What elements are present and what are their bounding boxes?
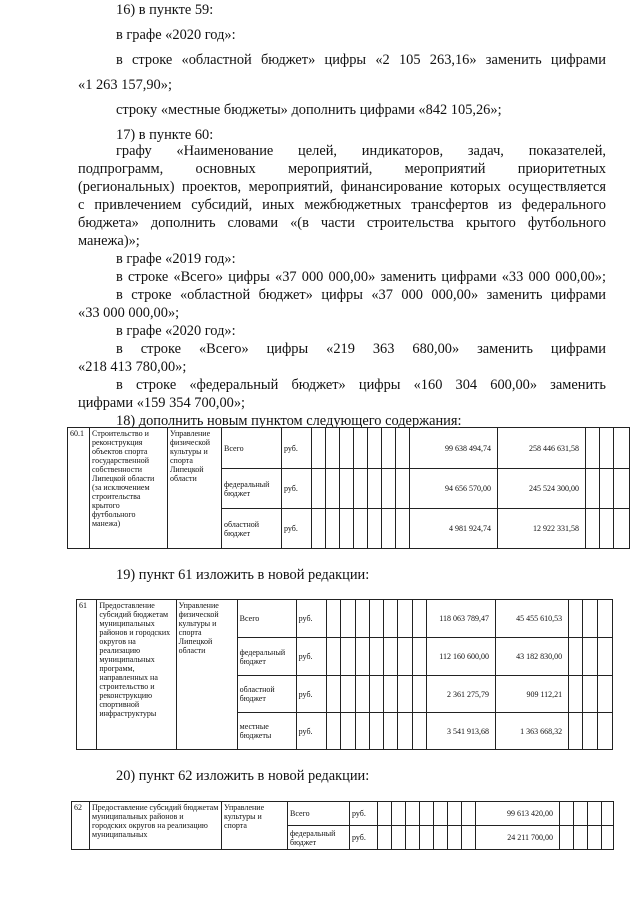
empty-cell [586, 428, 600, 469]
empty-cell [327, 600, 341, 638]
empty-cell [384, 638, 398, 676]
amount-cell: 245 524 300,00 [498, 469, 586, 509]
empty-cell [382, 509, 396, 549]
unit: руб. [296, 600, 327, 638]
empty-cell [602, 826, 614, 850]
table-item-62 [71, 801, 614, 850]
empty-cell [326, 469, 340, 509]
empty-cell [614, 428, 630, 469]
amount-cell: 909 112,21 [495, 676, 568, 713]
empty-cell [597, 638, 612, 676]
empty-cell [312, 469, 326, 509]
item-20-heading: 20) пункт 62 изложить в новой редакции: [116, 768, 370, 784]
empty-cell [341, 676, 355, 713]
empty-cell [434, 802, 448, 826]
empty-cell [574, 826, 588, 850]
measure-name: Предоставление субсидий бюджетам муниципальных районов и городских округов на реализацию муниципальных [90, 802, 222, 850]
text-line: цифрами «159 354 700,00»; [78, 395, 246, 411]
amount-cell: 99 613 420,00 [476, 802, 560, 826]
text-line: в графе «2020 год»: [116, 27, 236, 43]
empty-cell [384, 713, 398, 750]
text-line: бюджета» дополнить словами «(в части строительства крытого футбольного [78, 215, 606, 231]
empty-cell [354, 469, 368, 509]
empty-cell [312, 509, 326, 549]
item-18-heading: 18) дополнить новым пунктом следующего содержания: [116, 413, 462, 429]
empty-cell [384, 600, 398, 638]
table-item-60-1 [67, 427, 630, 549]
empty-cell [378, 826, 392, 850]
empty-cell [583, 676, 597, 713]
empty-cell [406, 802, 420, 826]
empty-cell [583, 600, 597, 638]
empty-cell [406, 826, 420, 850]
empty-cell [369, 600, 383, 638]
empty-cell [434, 826, 448, 850]
empty-cell [355, 638, 369, 676]
empty-cell [588, 826, 602, 850]
item-19-heading: 19) пункт 61 изложить в новой редакции: [116, 567, 370, 583]
funding-source: областной бюджет [237, 676, 296, 713]
empty-cell [569, 638, 583, 676]
empty-cell [396, 428, 410, 469]
empty-cell [368, 509, 382, 549]
empty-cell [368, 469, 382, 509]
empty-cell [369, 676, 383, 713]
empty-cell [412, 638, 426, 676]
text-line: «218 413 780,00»; [78, 359, 187, 375]
empty-cell [326, 509, 340, 549]
amount-cell: 43 182 830,00 [495, 638, 568, 676]
empty-cell [382, 428, 396, 469]
empty-cell [583, 713, 597, 750]
empty-cell [398, 676, 412, 713]
empty-cell [398, 600, 412, 638]
amount-cell: 2 361 275,79 [426, 676, 495, 713]
empty-cell [312, 428, 326, 469]
amount-cell: 4 981 924,74 [410, 509, 498, 549]
empty-cell [574, 802, 588, 826]
empty-cell [597, 600, 612, 638]
empty-cell [412, 676, 426, 713]
funding-source: Всего [222, 428, 282, 469]
executor-name: Управление культуры и спорта [222, 802, 288, 850]
empty-cell [583, 638, 597, 676]
unit: руб. [296, 638, 327, 676]
amount-cell: 258 446 631,58 [498, 428, 586, 469]
empty-cell [448, 802, 462, 826]
amount-cell: 99 638 494,74 [410, 428, 498, 469]
empty-cell [392, 802, 406, 826]
executor-name: Управление физической культуры и спорта Липецкой области [176, 600, 237, 750]
row-number: 60.1 [68, 428, 90, 549]
empty-cell [396, 469, 410, 509]
empty-cell [600, 509, 614, 549]
text-line: в строке «федеральный бюджет» цифры «160 304 600,00» заменить [116, 377, 606, 393]
amount-cell: 24 211 700,00 [476, 826, 560, 850]
empty-cell [369, 638, 383, 676]
text-line: строку «местные бюджеты» дополнить цифрами «842 105,26»; [116, 102, 502, 118]
row-number: 61 [77, 600, 97, 750]
unit: руб. [296, 713, 327, 750]
empty-cell [560, 826, 574, 850]
empty-cell [369, 713, 383, 750]
empty-cell [462, 802, 476, 826]
amount-cell: 112 160 600,00 [426, 638, 495, 676]
text-line: в строке «областной бюджет» цифры «37 000 000,00» заменить цифрами [116, 287, 606, 303]
text-line: в строке «Всего» цифры «219 363 680,00» заменить цифрами [116, 341, 606, 357]
text-line: в строке «областной бюджет» цифры «2 105 263,16» заменить цифрами [116, 52, 606, 68]
empty-cell [327, 676, 341, 713]
empty-cell [586, 469, 600, 509]
text-line: в графе «2019 год»: [116, 251, 236, 267]
empty-cell [355, 600, 369, 638]
unit: руб. [296, 676, 327, 713]
amount-cell: 118 063 789,47 [426, 600, 495, 638]
empty-cell [600, 469, 614, 509]
empty-cell [326, 428, 340, 469]
empty-cell [586, 509, 600, 549]
empty-cell [597, 713, 612, 750]
empty-cell [614, 509, 630, 549]
empty-cell [368, 428, 382, 469]
empty-cell [340, 428, 354, 469]
empty-cell [341, 713, 355, 750]
empty-cell [588, 802, 602, 826]
amount-cell: 1 363 668,32 [495, 713, 568, 750]
empty-cell [392, 826, 406, 850]
text-line: в строке «Всего» цифры «37 000 000,00» заменить цифрами «33 000 000,00»; [116, 269, 606, 285]
empty-cell [341, 638, 355, 676]
empty-cell [327, 638, 341, 676]
unit: руб. [282, 469, 312, 509]
empty-cell [340, 509, 354, 549]
empty-cell [420, 802, 434, 826]
funding-source: федеральный бюджет [288, 826, 350, 850]
text-line: «33 000 000,00»; [78, 305, 180, 321]
table-item-61 [76, 599, 613, 750]
unit: руб. [282, 428, 312, 469]
empty-cell [340, 469, 354, 509]
measure-name: Предоставление субсидий бюджетам муниципальных районов и городских округов на реализацию муниципальных программ, направленных на строительство и реконструкцию спортивной инфраструктуры [97, 600, 176, 750]
empty-cell [614, 469, 630, 509]
empty-cell [420, 826, 434, 850]
empty-cell [600, 428, 614, 469]
empty-cell [396, 509, 410, 549]
text-line: (региональных) проектов, мероприятий, финансирование которых осуществляется [78, 179, 606, 195]
unit: руб. [350, 826, 378, 850]
row-number: 62 [72, 802, 90, 850]
empty-cell [569, 676, 583, 713]
funding-source: федеральный бюджет [237, 638, 296, 676]
text-line: в графе «2020 год»: [116, 323, 236, 339]
measure-name: Строительство и реконструкция объектов спорта государственной собственности Липецкой области (за исключением строительства крытого футбольного манежа) [90, 428, 168, 549]
executor-name: Управление физической культуры и спорта Липецкой области [168, 428, 222, 549]
amount-cell: 12 922 331,58 [498, 509, 586, 549]
empty-cell [412, 713, 426, 750]
funding-source: федеральный бюджет [222, 469, 282, 509]
empty-cell [382, 469, 396, 509]
empty-cell [560, 802, 574, 826]
empty-cell [602, 802, 614, 826]
text-line: «1 263 157,90»; [78, 77, 172, 93]
empty-cell [355, 676, 369, 713]
empty-cell [384, 676, 398, 713]
empty-cell [398, 713, 412, 750]
unit: руб. [350, 802, 378, 826]
funding-source: областной бюджет [222, 509, 282, 549]
text-line: графу «Наименование целей, индикаторов, задач, показателей, [116, 143, 606, 159]
item-16-heading: 16) в пункте 59: [116, 2, 214, 18]
empty-cell [354, 509, 368, 549]
amount-cell: 3 541 913,68 [426, 713, 495, 750]
amount-cell: 45 455 610,53 [495, 600, 568, 638]
empty-cell [412, 600, 426, 638]
funding-source: Всего [237, 600, 296, 638]
empty-cell [355, 713, 369, 750]
empty-cell [327, 713, 341, 750]
empty-cell [462, 826, 476, 850]
funding-source: Всего [288, 802, 350, 826]
empty-cell [569, 713, 583, 750]
empty-cell [398, 638, 412, 676]
empty-cell [448, 826, 462, 850]
amount-cell: 94 656 570,00 [410, 469, 498, 509]
item-17-heading: 17) в пункте 60: [116, 127, 214, 143]
empty-cell [341, 600, 355, 638]
empty-cell [597, 676, 612, 713]
text-line: манежа)»; [78, 233, 140, 249]
text-line: с привлечением субсидий, иных межбюджетных трансфертов из федерального [78, 197, 606, 213]
empty-cell [378, 802, 392, 826]
funding-source: местные бюджеты [237, 713, 296, 750]
text-line: подпрограмм, основных мероприятий, мероприятий приоритетных [78, 161, 606, 177]
empty-cell [569, 600, 583, 638]
empty-cell [354, 428, 368, 469]
unit: руб. [282, 509, 312, 549]
